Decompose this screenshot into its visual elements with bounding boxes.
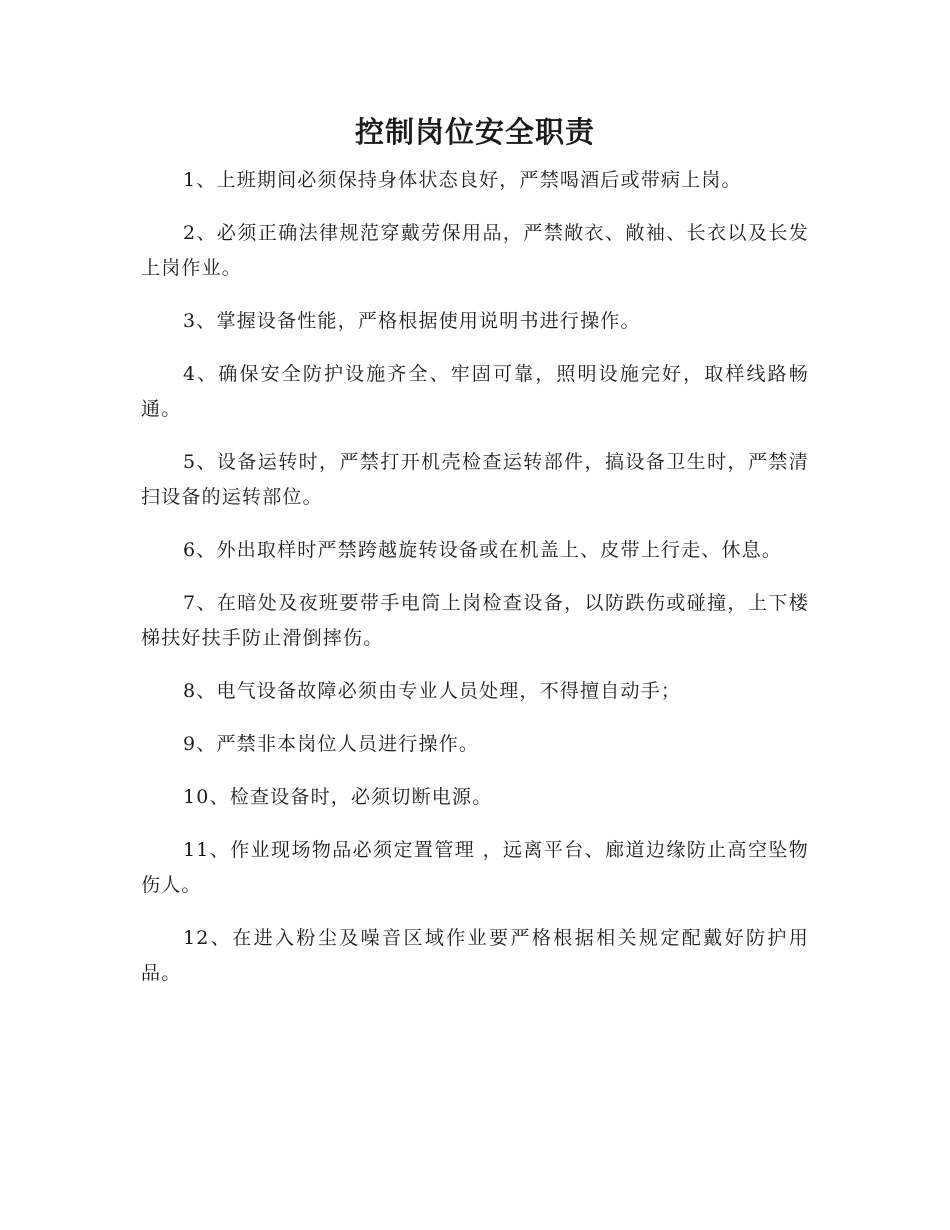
- document-body: [141, 163, 809, 1009]
- rule-paragraph-7: 7、在暗处及夜班要带手电筒上岗检查设备，以防跌伤或碰撞，上下楼梯扶好扶手防止滑倒摔伤。: [141, 592, 809, 649]
- rule-paragraph-1: 1、上班期间必须保持身体状态良好，严禁喝酒后或带病上岗。: [183, 169, 742, 191]
- rule-paragraph-4: 4、确保安全防护设施齐全、牢固可靠，照明设施完好，取样线路畅通。: [141, 363, 809, 420]
- rule-paragraph-8: 8、电气设备故障必须由专业人员处理，不得擅自动手；: [183, 680, 682, 702]
- rule-paragraph-12: 12、在进入粉尘及噪音区域作业要严格根据相关规定配戴好防护用品。: [141, 927, 809, 984]
- rule-paragraph-6: 6、外出取样时严禁跨越旋转设备或在机盖上、皮带上行走、休息。: [183, 539, 783, 561]
- rule-paragraph-3: 3、掌握设备性能，严格根据使用说明书进行操作。: [183, 310, 641, 332]
- rule-paragraph-9: 9、严禁非本岗位人员进行操作。: [183, 733, 480, 755]
- rule-paragraph-5: 5、设备运转时，严禁打开机壳检查运转部件，搞设备卫生时，严禁清扫设备的运转部位。: [141, 451, 809, 508]
- document-title: 控制岗位安全职责: [354, 115, 595, 149]
- rule-paragraph-10: 10、检查设备时，必须切断电源。: [183, 786, 493, 808]
- rule-paragraph-2: 2、必须正确法律规范穿戴劳保用品，严禁敞衣、敞袖、长衣以及长发上岗作业。: [141, 222, 809, 279]
- rule-paragraph-11: 11、作业现场物品必须定置管理 ，远离平台、廊道边缘防止高空坠物伤人。: [141, 839, 809, 896]
